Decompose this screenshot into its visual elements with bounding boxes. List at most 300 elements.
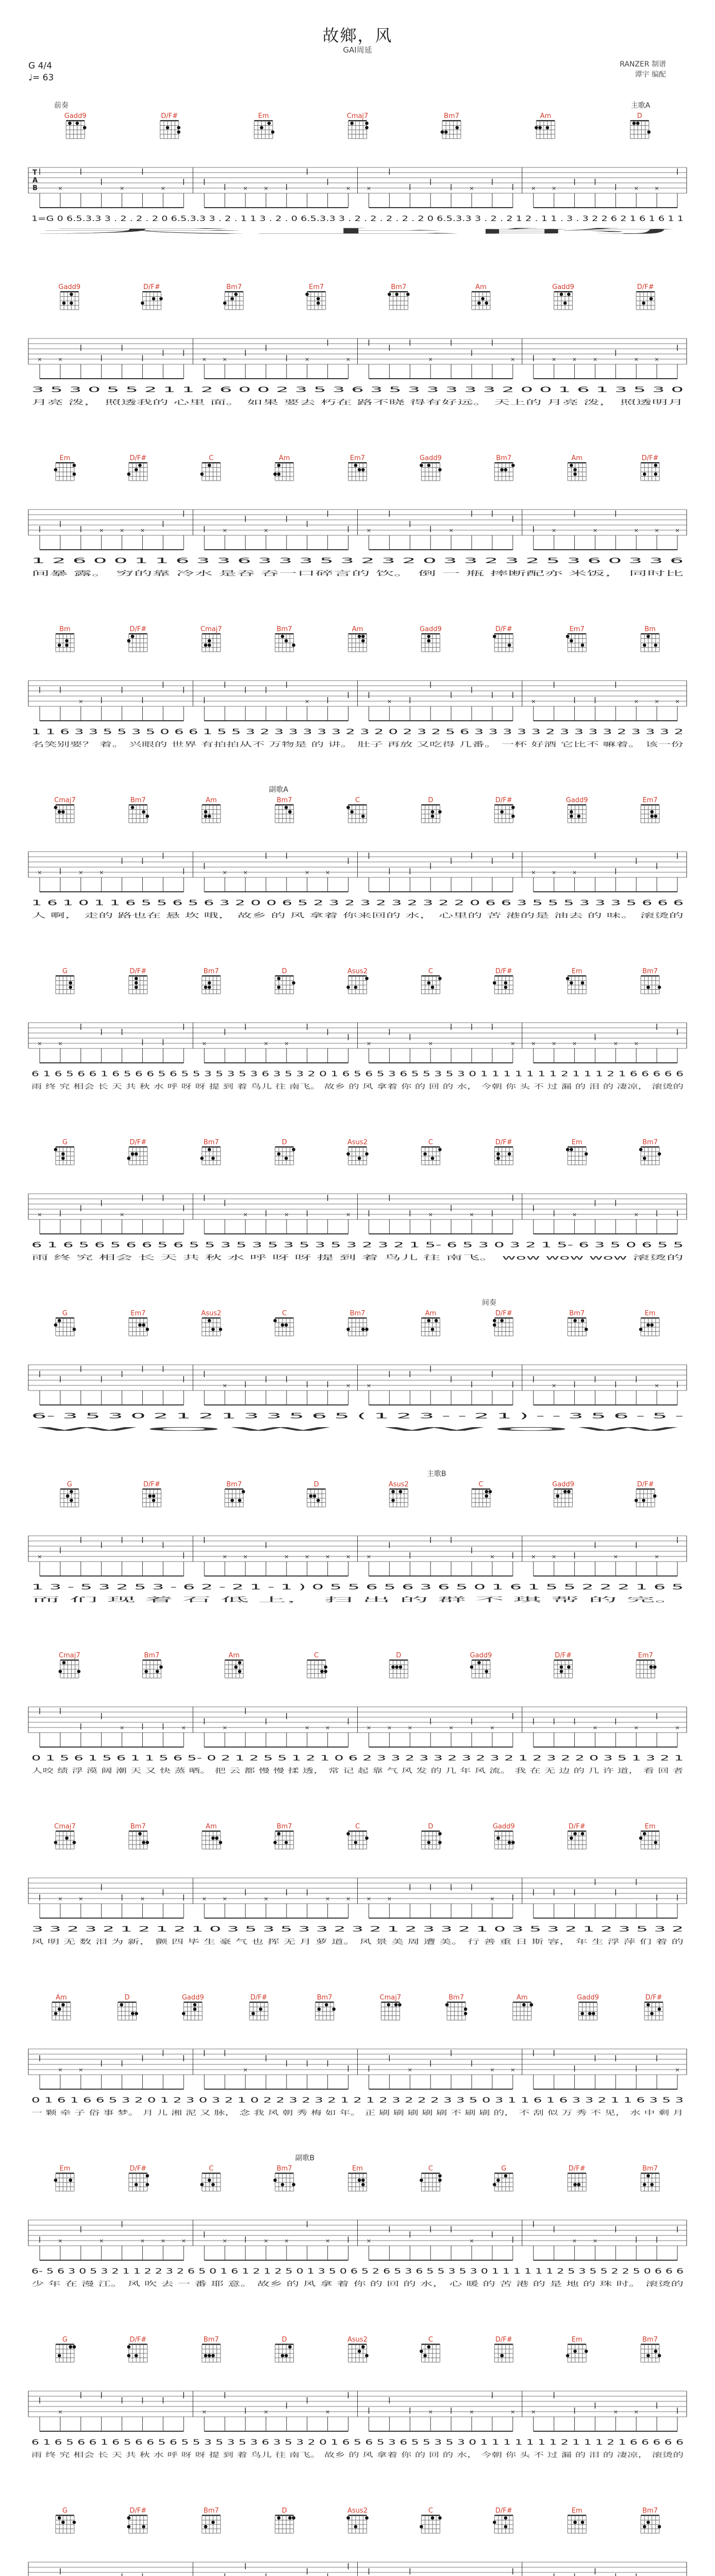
chord-diagram [421, 1823, 441, 1849]
note-mark: × [634, 1724, 639, 1731]
note-mark: × [366, 1382, 372, 1389]
chord-name: G [66, 1481, 72, 1488]
note-mark: × [325, 2409, 330, 2415]
finger-dot [200, 472, 204, 476]
finger-dot [650, 1665, 653, 1669]
chord-diagram [641, 2336, 661, 2362]
tab-system [28, 1299, 687, 1432]
finger-dot [570, 1836, 573, 1840]
note-mark: × [366, 1724, 372, 1731]
note-mark: × [366, 1895, 372, 1902]
finger-dot [69, 2178, 72, 2182]
tab-system [28, 1823, 687, 1945]
chord-nut [554, 1488, 573, 1490]
chord-name: Am [278, 454, 290, 462]
note-mark: × [428, 1211, 433, 1218]
finger-dot [285, 2354, 288, 2358]
chord-diagram [54, 796, 76, 823]
chord-nut [568, 462, 586, 464]
finger-dot [508, 643, 511, 647]
chord-nut [494, 1317, 513, 1319]
chord-diagram [160, 112, 180, 139]
finger-dot [324, 1665, 327, 1669]
finger-dot [135, 468, 138, 471]
note-mark: × [345, 1211, 351, 1218]
note-mark: × [654, 356, 659, 363]
song-artist: GAI周延 [343, 45, 372, 55]
finger-dot [142, 810, 145, 814]
finger-dot [358, 468, 361, 471]
finger-dot [464, 2012, 468, 2015]
section-label: 副歌A [269, 786, 289, 794]
finger-dot [511, 1841, 515, 1844]
finger-dot [292, 2183, 295, 2187]
numbered-notation: 1 1 6 3 3 5 5 3 5 0 6 6 1 5 5 3 2 3 3 3 3 3 2 3 2 0 2 3 2 5 6 3 3 3 3 3 2 3 3 3 3 2 3 3 3 2 [31, 728, 684, 736]
note-mark: × [263, 1895, 269, 1902]
chord-name: Gadd9 [64, 112, 87, 120]
finger-dot [365, 1152, 369, 1156]
note-mark: × [592, 1724, 598, 1731]
chord-diagram [64, 112, 87, 139]
chord-nut [129, 1831, 147, 1832]
finger-dot [361, 639, 365, 642]
finger-dot [346, 1328, 350, 1331]
note-mark: × [58, 2066, 63, 2073]
chord-nut [60, 291, 79, 293]
chord-nut [275, 2344, 294, 2345]
chord-nut [348, 1831, 367, 1832]
chord-name: Am [516, 1994, 528, 2002]
finger-dot [127, 2345, 131, 2349]
finger-dot [138, 1323, 142, 1327]
chord-name: Asus2 [347, 2507, 368, 2515]
finger-dot [420, 2178, 423, 2182]
finger-dot [152, 297, 156, 300]
chord-nut [275, 462, 294, 464]
lyric-line: 少 年 在 漫 江。 风 吹 去 一 番 耶 意。 故乡 的 风 拿 着 你 的 回 的 水， 心 暖 的 苦 港 的 是 地 的 珠 时。 滚烫的 [31, 2280, 684, 2287]
chord-nut [421, 2515, 440, 2516]
chord-nut [348, 1146, 367, 1148]
chord-diagram [129, 1310, 149, 1336]
note-mark: × [284, 1040, 289, 1047]
chord-name: Bm7 [443, 112, 459, 120]
chord-diagram [225, 1481, 245, 1507]
finger-dot [204, 986, 208, 989]
finger-dot [127, 1157, 131, 1160]
note-mark: × [654, 527, 659, 534]
chord-diagram [421, 796, 441, 823]
finger-dot [127, 2354, 131, 2358]
finger-dot [58, 2354, 61, 2358]
chord-diagram [129, 2165, 149, 2191]
chord-nut [348, 975, 367, 977]
finger-dot [643, 643, 646, 647]
chord-name: Am [56, 1994, 67, 2002]
chord-diagram [472, 1481, 492, 1507]
chord-diagram [254, 112, 274, 139]
chord-diagram [56, 2507, 76, 2533]
finger-dot [365, 1328, 369, 1331]
finger-dot [277, 1152, 281, 1156]
finger-dot [208, 981, 211, 985]
finger-dot [592, 2012, 595, 2015]
note-mark: × [428, 356, 433, 363]
lyric-line: 月亮 泼， 照透我的 心里 面。 如果 要去 朽在 路不晓 得有好远。 天上的 月亮 泼， 照透明月 [31, 398, 684, 406]
chord-name: G [62, 1310, 68, 1317]
chord-name: Cmaj7 [200, 625, 222, 633]
chord-nut [421, 1831, 440, 1832]
chord-nut [307, 1488, 326, 1490]
note-mark: × [469, 2238, 474, 2244]
finger-dot [238, 1670, 242, 1673]
chord-diagram [493, 2165, 513, 2191]
chord-nut [442, 120, 461, 122]
finger-dot [504, 2525, 508, 2529]
numbered-notation: 3 5 3 0 5 5 2 1 1 2 6 0 0 2 3 5 3 6 3 5 3 3 3 3 3 2 0 0 1 6 1 3 5 3 0 [31, 386, 684, 394]
chord-name: Asus2 [347, 1139, 368, 1146]
chord-nut [348, 2515, 367, 2516]
finger-dot [566, 635, 570, 638]
finger-dot [573, 2520, 577, 2524]
chord-diagram [52, 1994, 71, 2020]
chord-nut [536, 120, 555, 122]
tab-staff [28, 2049, 687, 2089]
finger-dot [387, 2003, 390, 2007]
chord-name: G [62, 968, 68, 975]
note-mark: × [202, 1895, 207, 1902]
chord-nut [641, 804, 659, 806]
note-mark: × [469, 1211, 474, 1218]
chord-nut [56, 2344, 74, 2345]
chord-nut [494, 975, 513, 977]
finger-dot [635, 1499, 638, 1502]
finger-dot [361, 2178, 365, 2182]
chord-name: D [281, 968, 287, 975]
finger-dot [219, 1841, 222, 1844]
finger-dot [135, 2012, 138, 2015]
note-mark: × [305, 698, 310, 705]
chord-name: Gadd9 [552, 283, 574, 291]
note-mark: × [37, 1211, 42, 1218]
note-mark: × [222, 1382, 227, 1389]
chord-diagram [56, 2336, 76, 2362]
finger-dot [423, 2354, 427, 2358]
chord-name: Cmaj7 [59, 1652, 80, 1659]
chord-name: D [428, 1823, 434, 1831]
chord-name: C [282, 1310, 287, 1317]
finger-dot [365, 126, 369, 129]
note-mark: × [243, 1211, 248, 1218]
chord-nut [472, 1488, 490, 1490]
finger-dot [288, 2345, 292, 2349]
finger-dot [135, 2354, 138, 2358]
note-mark: × [387, 698, 392, 705]
finger-dot [54, 2012, 58, 2015]
finger-dot [142, 2525, 145, 2529]
finger-dot [277, 977, 281, 980]
finger-dot [504, 981, 508, 985]
finger-dot [277, 472, 281, 476]
tab-clef-letter: A [32, 177, 38, 184]
note-mark: × [531, 2409, 536, 2415]
finger-dot [570, 815, 573, 818]
finger-dot [208, 1148, 211, 1151]
section-label: 副歌B [295, 2154, 315, 2162]
finger-dot [127, 639, 131, 642]
chord-diagram [552, 1481, 574, 1507]
note-mark: × [222, 1895, 227, 1902]
finger-dot [504, 2516, 508, 2520]
finger-dot [54, 468, 58, 471]
chord-diagram [420, 2165, 442, 2191]
chord-name: C [355, 1823, 360, 1831]
finger-dot [142, 1841, 145, 1844]
chord-nut [56, 2515, 74, 2516]
note-mark: × [263, 1040, 269, 1047]
chord-name: Am [352, 625, 363, 633]
finger-dot [493, 1323, 496, 1327]
chord-nut [494, 633, 513, 635]
finger-dot [358, 2178, 361, 2182]
note-mark: × [345, 356, 351, 363]
finger-dot [646, 986, 650, 989]
chord-name: Asus2 [347, 968, 368, 975]
chord-name: D/F# [645, 1994, 662, 2002]
finger-dot [391, 1665, 395, 1669]
tab-staff [28, 852, 687, 892]
finger-dot [388, 293, 391, 296]
chord-diagram [182, 1994, 204, 2020]
chord-nut [472, 291, 490, 293]
note-mark: × [222, 1553, 227, 1560]
finger-dot [546, 126, 550, 129]
lyric-line: 人 啊， 走的 路也在 悬 坎 哦， 故乡 的 风 拿着 你来回的 水， 心里的 苦 港的是 油去 的 味。 滚烫的 [31, 911, 684, 919]
chord-nut [56, 2173, 74, 2174]
finger-dot [68, 122, 72, 125]
note-mark: × [407, 2066, 412, 2073]
finger-dot [658, 2354, 661, 2358]
chord-diagram [127, 2507, 147, 2533]
chord-nut [494, 462, 513, 464]
finger-dot [211, 2520, 215, 2524]
finger-dot [313, 1494, 317, 1498]
chord-nut [202, 975, 221, 977]
note-mark: × [510, 1040, 516, 1047]
chord-nut [568, 1146, 586, 1148]
finger-dot [395, 293, 398, 296]
chord-name: D [428, 796, 434, 804]
finger-dot [223, 301, 227, 305]
chord-diagram [535, 112, 555, 139]
chord-diagram [636, 283, 655, 310]
chord-diagram [200, 2165, 220, 2191]
finger-dot [573, 2349, 577, 2353]
chord-name: D/F# [495, 968, 512, 975]
finger-dot [260, 126, 263, 129]
note-mark: × [243, 2066, 248, 2073]
chord-name: Bm7 [642, 968, 658, 975]
finger-dot [504, 468, 508, 471]
finger-dot [427, 464, 430, 467]
chord-nut [56, 462, 74, 464]
finger-dot [346, 806, 350, 809]
chord-diagram [380, 1994, 402, 2020]
note-mark: × [37, 356, 42, 363]
chord-name: D/F# [637, 1481, 654, 1488]
note-mark: × [552, 1382, 557, 1389]
tab-system [28, 101, 687, 235]
note-mark: × [469, 2409, 474, 2415]
chord-name: D/F# [568, 1823, 586, 1831]
note-mark: × [263, 527, 269, 534]
note-mark: × [305, 869, 310, 876]
chord-name: C [314, 1652, 319, 1659]
chord-nut [56, 804, 74, 806]
chord-name: Gadd9 [58, 283, 81, 291]
finger-dot [420, 464, 423, 467]
tab-system [28, 2154, 687, 2287]
finger-dot [144, 1670, 148, 1673]
finger-dot [365, 2516, 369, 2520]
chord-diagram [493, 968, 513, 994]
finger-dot [481, 297, 485, 300]
chord-name: G [501, 2165, 507, 2173]
chord-name: Em7 [309, 283, 324, 291]
chord-nut [202, 2515, 221, 2516]
finger-dot [438, 2178, 442, 2182]
tab-system [28, 2507, 687, 2576]
note-mark: × [160, 185, 165, 192]
finger-dot [500, 468, 504, 471]
chord-diagram [641, 2507, 661, 2533]
chord-name: Gadd9 [419, 625, 442, 633]
finger-dot [281, 635, 285, 638]
finger-dot [127, 472, 131, 476]
finger-dot [361, 635, 365, 638]
finger-dot [445, 2003, 449, 2007]
chord-name: Cmaj7 [379, 1994, 402, 2002]
chord-name: Em [644, 1823, 656, 1831]
finger-dot [65, 1836, 69, 1840]
note-mark: × [263, 185, 269, 192]
chord-name: D/F# [495, 796, 512, 804]
chord-diagram [346, 1310, 369, 1336]
tab-staff [28, 2562, 687, 2576]
finger-dot [332, 2007, 336, 2011]
chord-nut [568, 1317, 586, 1319]
chord-name: D/F# [555, 1652, 572, 1659]
note-mark: × [37, 1553, 42, 1560]
chord-name: Em [571, 2507, 583, 2515]
note-mark: × [99, 2238, 104, 2244]
note-mark: × [202, 1040, 207, 1047]
finger-dot [142, 1323, 145, 1327]
finger-dot [193, 2003, 197, 2007]
chord-nut [202, 2344, 221, 2345]
finger-dot [398, 2003, 402, 2007]
chord-name: Gadd9 [419, 454, 442, 462]
finger-dot [200, 2183, 204, 2187]
note-mark: × [325, 1553, 330, 1560]
finger-dot [211, 1157, 215, 1160]
tab-clef-letter: T [32, 169, 37, 177]
chord-nut [554, 291, 573, 293]
finger-dot [285, 1157, 288, 1160]
finger-dot [208, 643, 211, 647]
arranger-credit: 谭宇 编配 [635, 71, 666, 79]
chord-name: Bm7 [130, 796, 146, 804]
chord-diagram [54, 2165, 74, 2191]
finger-dot [585, 1328, 588, 1331]
section-label: 前奏 [54, 101, 69, 110]
note-mark: × [119, 1211, 125, 1218]
chord-nut [129, 1146, 147, 1148]
chord-name: Em [571, 1139, 583, 1146]
finger-dot [500, 810, 504, 814]
note-mark: × [325, 1724, 330, 1731]
chord-diagram [202, 968, 221, 994]
chord-diagram [568, 454, 586, 481]
chord-name: D/F# [129, 454, 147, 462]
chord-name: Em [59, 2165, 71, 2173]
finger-dot [406, 293, 410, 296]
chord-name: Bm7 [642, 1139, 658, 1146]
chord-nut [421, 2173, 440, 2174]
chord-diagram [127, 454, 147, 481]
lyric-line: 雨 终 究 相会 长 天 共 秋 水 呼 呀 呀 提 到 着 鸟儿 往 南飞。 故乡 的 风 拿着 你 的 回 的 水， 今朝 你 头 不 过 漏 的 泪 的 凄凉， 滚烫的 [31, 2451, 684, 2459]
finger-dot [566, 2354, 570, 2358]
finger-dot [567, 1490, 571, 1494]
note-mark: × [305, 1724, 310, 1731]
chord-nut [129, 462, 147, 464]
note-mark: × [366, 2238, 372, 2244]
chord-diagram [554, 1652, 573, 1678]
finger-dot [647, 130, 651, 134]
finger-dot [427, 1319, 430, 1323]
finger-dot [65, 639, 69, 642]
chord-nut [494, 1831, 513, 1832]
finger-dot [285, 1323, 288, 1327]
chord-nut [554, 1659, 573, 1661]
finger-dot [581, 1832, 585, 1836]
note-mark: × [510, 356, 516, 363]
chord-name: Em [258, 112, 269, 120]
finger-dot [395, 1665, 398, 1669]
finger-dot [234, 1665, 238, 1669]
finger-dot [567, 293, 571, 296]
chord-name: Am [228, 1652, 240, 1659]
chord-name: Em7 [130, 1310, 146, 1317]
finger-dot [646, 2354, 650, 2358]
finger-dot [658, 986, 661, 989]
chord-name: D [313, 1481, 319, 1488]
finger-dot [464, 2007, 468, 2011]
chord-name: Em7 [642, 796, 658, 804]
transcriber-credit: RANZER 制谱 [620, 60, 666, 69]
note-mark: × [448, 527, 454, 534]
chord-nut [202, 1831, 221, 1832]
finger-dot [54, 1148, 58, 1151]
note-mark: × [572, 2238, 577, 2244]
chord-diagram [346, 1139, 369, 1165]
finger-dot [131, 635, 135, 638]
finger-dot [633, 122, 636, 125]
finger-dot [354, 2525, 358, 2529]
finger-dot [317, 297, 320, 300]
chord-diagram [118, 1994, 138, 2020]
lyric-line: 名笑别要？ 着。 兴眼的 世界 有拍拍从不 万物是 的 讲。 肚子 再放 又吃得 几番。 一杯 好酒 它比不 嘛着。 该一份 [31, 740, 684, 748]
chord-name: Bm7 [448, 1994, 464, 2002]
